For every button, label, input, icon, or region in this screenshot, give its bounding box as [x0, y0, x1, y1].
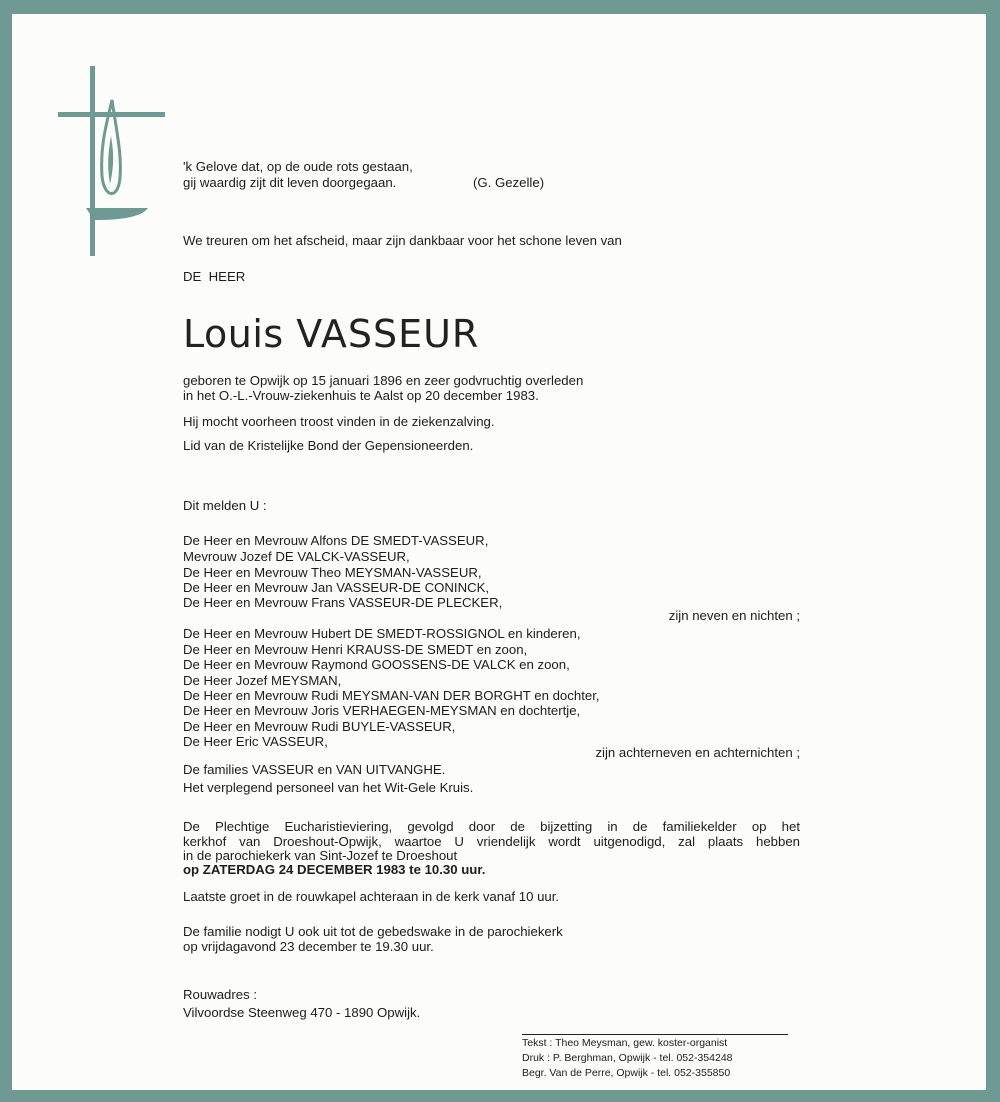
death-notice-card: [12, 14, 986, 1090]
address-value: Vilvoordse Steenweg 470 - 1890 Opwijk.: [183, 1005, 421, 1020]
service-line-3: in de parochiekerk van Sint-Jozef te Droeshout: [183, 848, 458, 863]
credit-line: Begr. Van de Perre, Opwijk - tel. 052-355850: [522, 1067, 731, 1079]
intro-text: We treuren om het afscheid, maar zijn dankbaar voor het schone leven van: [183, 233, 622, 248]
list-item: De Heer en Mevrouw Jan VASSEUR-DE CONINCK,: [183, 580, 490, 595]
deceased-name: [183, 312, 479, 356]
list-item: De Heer en Mevrouw Rudi MEYSMAN-VAN DER BORGHT en dochter,: [183, 688, 600, 703]
list-item: De Heer Eric VASSEUR,: [183, 734, 328, 749]
last-name: VASSEUR: [296, 312, 480, 356]
list-item: De Heer en Mevrouw Henri KRAUSS-DE SMEDT en zoon,: [183, 642, 528, 657]
honorific: DE HEER: [183, 269, 246, 284]
announce-text: Dit melden U :: [183, 498, 267, 513]
first-name: Louis: [183, 312, 284, 356]
list-item: De Heer en Mevrouw Frans VASSEUR-DE PLECKER,: [183, 595, 503, 610]
vigil-line-1: De familie nodigt U ook uit tot de gebedswake in de parochiekerk: [183, 924, 563, 939]
list-item: De Heer en Mevrouw Theo MEYSMAN-VASSEUR,: [183, 565, 482, 580]
group2-relation: zijn achterneven en achternichten ;: [595, 745, 800, 760]
bio-line-3: Hij mocht voorheen troost vinden in de ziekenzalving.: [183, 414, 495, 429]
list-item: De Heer en Mevrouw Hubert DE SMEDT-ROSSIGNOL en kinderen,: [183, 626, 581, 641]
list-item: De Heer en Mevrouw Rudi BUYLE-VASSEUR,: [183, 719, 456, 734]
list-item: De Heer en Mevrouw Joris VERHAEGEN-MEYSMAN en dochtertje,: [183, 703, 581, 718]
bio-line-2: in het O.-L.-Vrouw-ziekenhuis te Aalst op 20 december 1983.: [183, 388, 539, 403]
service-line-1: De Plechtige Eucharistieviering, gevolgd door de bijzetting in de familiekelder op het: [183, 819, 800, 834]
farewell-text: Laatste groet in de rouwkapel achteraan in de kerk vanaf 10 uur.: [183, 889, 560, 904]
families-text: De families VASSEUR en VAN UITVANGHE.: [183, 762, 446, 777]
credit-line: Druk : P. Berghman, Opwijk - tel. 052-354248: [522, 1052, 733, 1064]
list-item: De Heer en Mevrouw Raymond GOOSSENS-DE VALCK en zoon,: [183, 657, 570, 672]
service-line-2: kerkhof van Droeshout-Opwijk, waartoe U vriendelijk wordt uitgenodigd, zal plaats hebben: [183, 834, 800, 849]
list-item: De Heer en Mevrouw Alfons DE SMEDT-VASSEUR,: [183, 533, 489, 548]
vigil-line-2: op vrijdagavond 23 december te 19.30 uur.: [183, 939, 434, 954]
bio-line-1: geboren te Opwijk op 15 januari 1896 en zeer godvruchtig overleden: [183, 373, 584, 388]
list-item: De Heer Jozef MEYSMAN,: [183, 673, 342, 688]
quote-line-1: 'k Gelove dat, op de oude rots gestaan,: [183, 159, 413, 174]
nursing-text: Het verplegend personeel van het Wit-Gele Kruis.: [183, 780, 474, 795]
quote-line-2: gij waardig zijt dit leven doorgegaan.: [183, 175, 397, 190]
service-date: op ZATERDAG 24 DECEMBER 1983 te 10.30 uur.: [183, 862, 486, 877]
credit-line: Tekst : Theo Meysman, gew. koster-organist: [522, 1037, 728, 1049]
printer-credits: [522, 1034, 788, 1081]
quote-author: (G. Gezelle): [473, 175, 545, 190]
address-label: Rouwadres :: [183, 987, 258, 1002]
group1-relation: zijn neven en nichten ;: [668, 608, 800, 623]
list-item: Mevrouw Jozef DE VALCK-VASSEUR,: [183, 549, 410, 564]
bio-line-4: Lid van de Kristelijke Bond der Gepensioneerden.: [183, 438, 474, 453]
cross-with-flame-icon: [56, 66, 168, 258]
